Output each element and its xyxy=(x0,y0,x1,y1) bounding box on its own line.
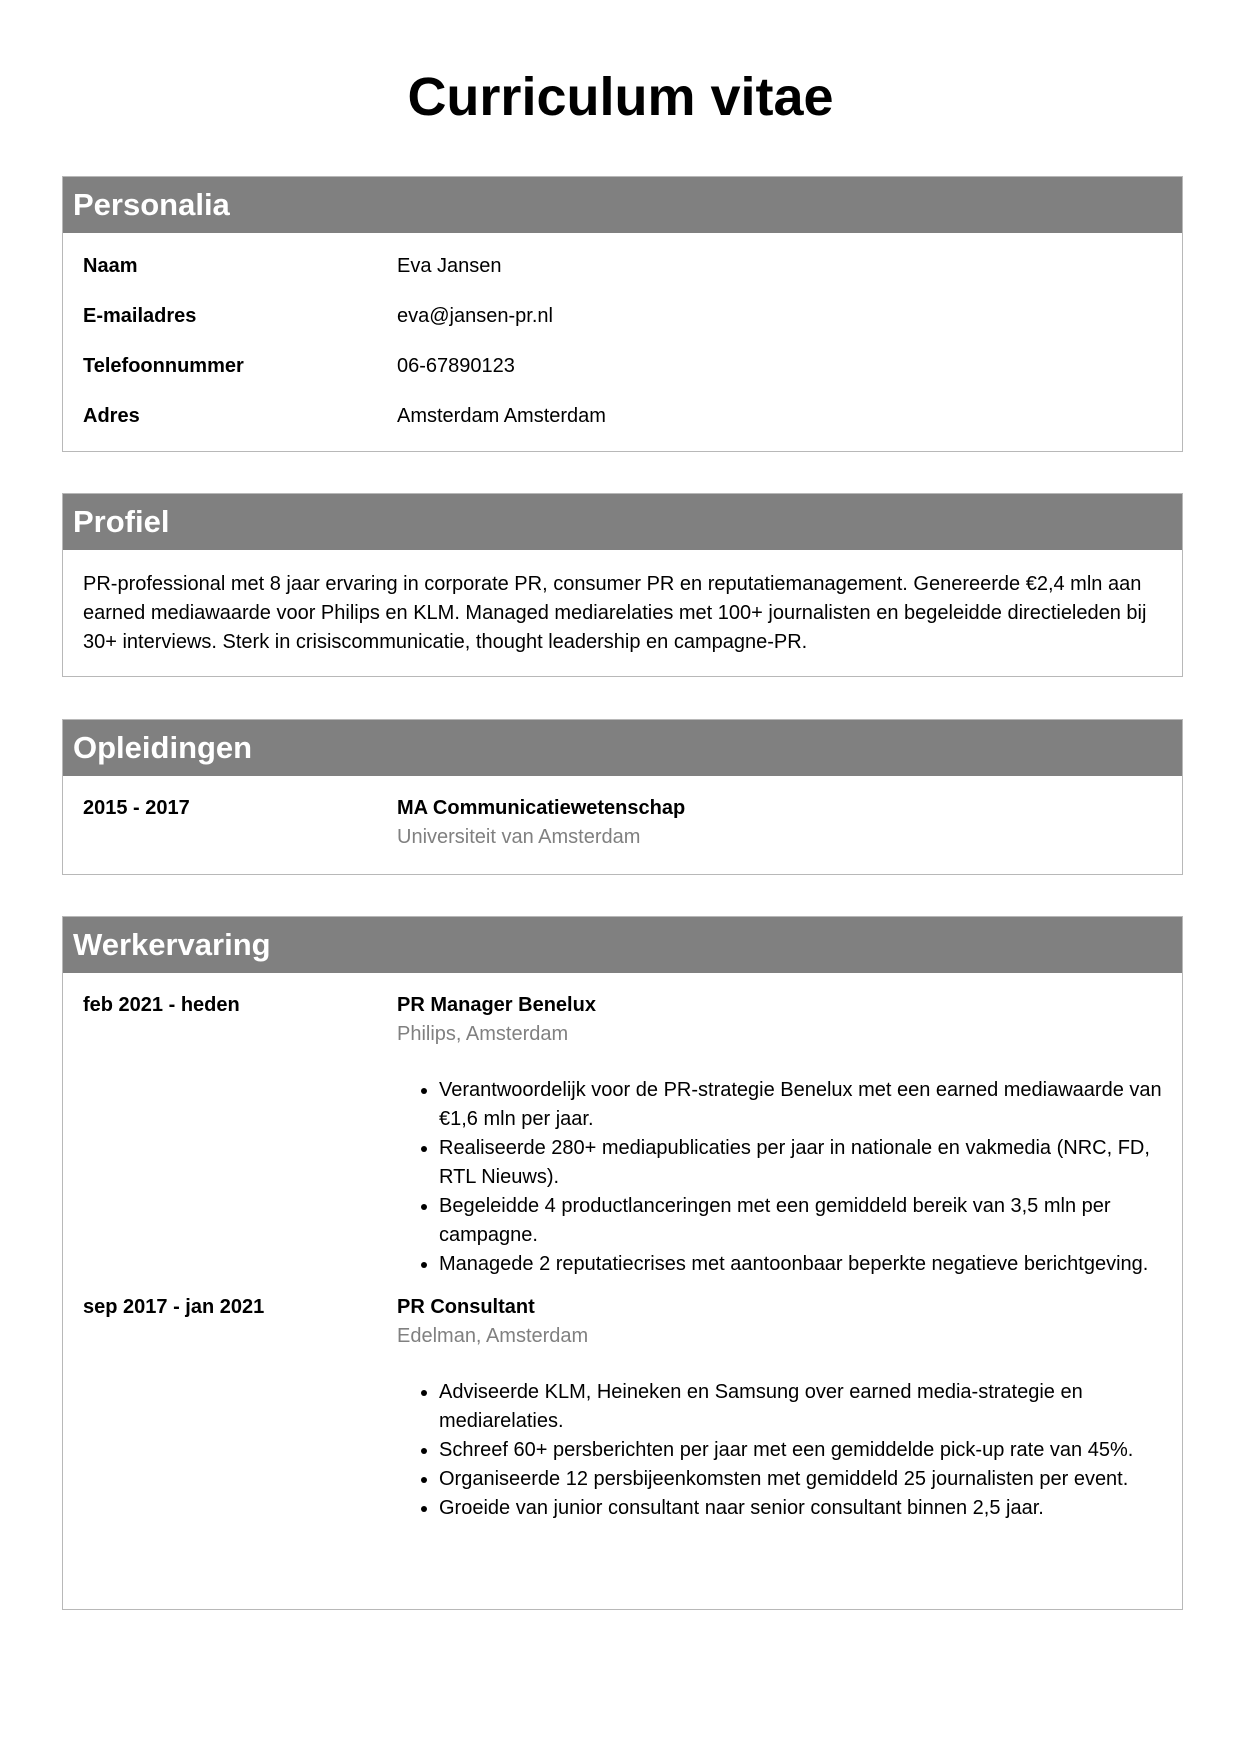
bullet-item: • Adviseerde KLM, Heineken en Samsung over earned media-strategie en mediarelaties. xyxy=(439,1378,1162,1436)
profile-text: PR-professional met 8 jaar ervaring in corporate PR, consumer PR en reputatiemanagement. Genereerde €2,4 mln aan earned mediawaarde voor Philips en KLM. Managed mediarelaties met 100+ journalisten en begeleidde directieleden bij 30+ interviews. Sterk in crisiscommunicatie, thought leadership en campagne-PR. xyxy=(83,573,1147,653)
section-header-werkervaring: Werkervaring xyxy=(63,917,1182,973)
bullet-item: • Realiseerde 280+ mediapublicaties per jaar in nationale en vakmedia (NRC, FD, RTL Nieuws). xyxy=(439,1134,1162,1192)
bullet-item: • Organiseerde 12 persbijeenkomsten met gemiddeld 25 journalisten per event. xyxy=(439,1465,1162,1494)
section-header-profiel: Profiel xyxy=(63,494,1182,550)
bullet-item: • Verantwoordelijk voor de PR-strategie Benelux met een earned mediawaarde van €1,6 mln per jaar. xyxy=(439,1076,1162,1134)
work-company: Edelman, Amsterdam xyxy=(397,1325,589,1347)
field-value: Eva Jansen xyxy=(397,255,502,277)
section-header-personalia: Personalia xyxy=(63,177,1182,233)
education-period: 2015 - 2017 xyxy=(83,797,190,819)
page-title: Curriculum vitae xyxy=(407,67,834,127)
personalia-row-email xyxy=(83,302,1162,352)
education-institution: Universiteit van Amsterdam xyxy=(397,826,641,848)
field-label: Naam xyxy=(83,255,138,277)
field-value: Amsterdam Amsterdam xyxy=(397,405,606,427)
bullet-item: • Groeide van junior consultant naar senior consultant binnen 2,5 jaar. xyxy=(439,1494,1162,1523)
education-title: MA Communicatiewetenschap xyxy=(397,797,686,819)
work-title: PR Consultant xyxy=(397,1296,535,1318)
work-period: feb 2021 - heden xyxy=(83,994,240,1016)
section-opleidingen xyxy=(62,719,1183,875)
field-label: Telefoonnummer xyxy=(83,355,244,377)
work-entry xyxy=(83,1293,1162,1523)
field-label: E-mailadres xyxy=(83,305,197,327)
section-personalia xyxy=(62,176,1183,452)
personalia-row-adres xyxy=(83,402,1162,452)
bullet-item: • Managede 2 reputatiecrises met aantoonbaar beperkte negatieve berichtgeving. xyxy=(439,1250,1162,1279)
field-label: Adres xyxy=(83,405,140,427)
section-header-opleidingen: Opleidingen xyxy=(63,720,1182,776)
bullet-item: • Begeleidde 4 productlanceringen met een gemiddeld bereik van 3,5 mln per campagne. xyxy=(439,1192,1162,1250)
section-werkervaring xyxy=(62,916,1183,1610)
section-profiel xyxy=(62,493,1183,677)
bullet-item: • Schreef 60+ persberichten per jaar met een gemiddelde pick-up rate van 45%. xyxy=(439,1436,1162,1465)
work-entry xyxy=(83,991,1162,1279)
personalia-row-naam xyxy=(83,252,1162,302)
field-value: 06-67890123 xyxy=(397,355,515,377)
work-title: PR Manager Benelux xyxy=(397,994,596,1016)
education-entry xyxy=(83,794,1162,852)
work-period: sep 2017 - jan 2021 xyxy=(83,1296,265,1318)
personalia-row-telefoon xyxy=(83,352,1162,402)
work-bullets xyxy=(397,1378,1162,1523)
work-company: Philips, Amsterdam xyxy=(397,1023,569,1045)
work-bullets xyxy=(397,1076,1162,1279)
field-value: eva@jansen-pr.nl xyxy=(397,305,553,327)
